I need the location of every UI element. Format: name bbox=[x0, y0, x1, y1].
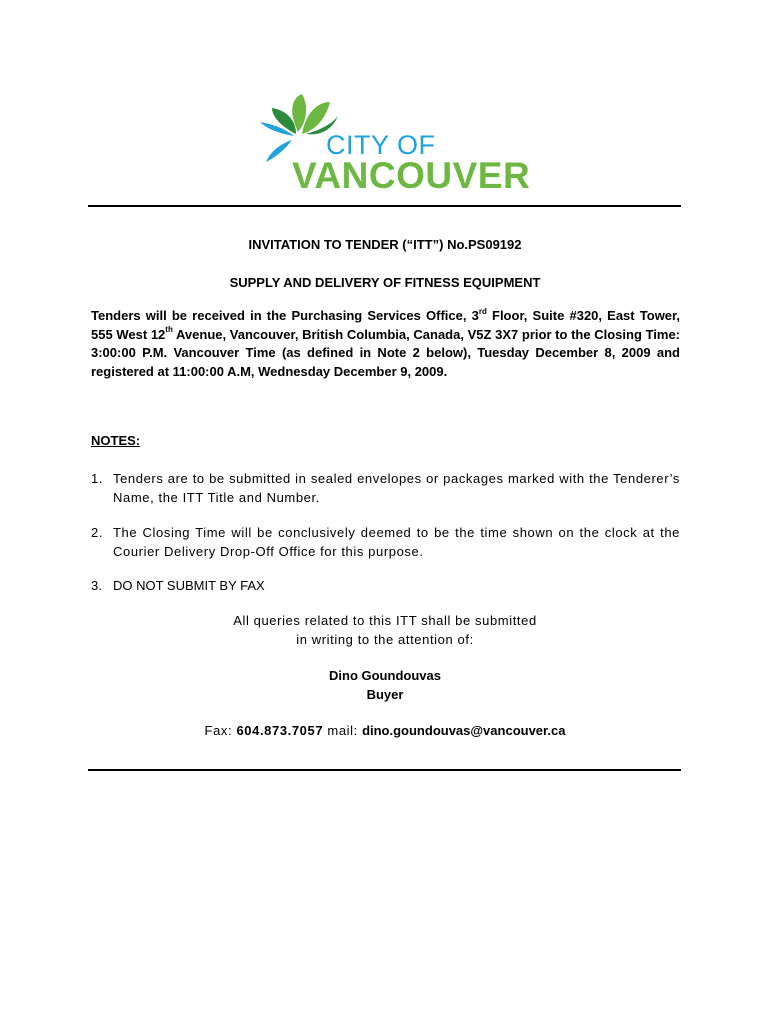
document-subtitle: SUPPLY AND DELIVERY OF FITNESS EQUIPMENT bbox=[229, 275, 541, 290]
top-divider bbox=[88, 205, 681, 207]
note-item: 2. The Closing Time will be conclusively deemed to be the time shown on the clock at the Courier Delivery Drop-Off Office for this purpose. bbox=[91, 525, 680, 559]
contact-role: Buyer bbox=[366, 687, 404, 702]
queries-line-1: All queries related to this ITT shall be submitted bbox=[233, 613, 537, 628]
email-link[interactable]: dino.goundouvas@vancouver.ca bbox=[362, 723, 566, 738]
logo-vancouver: VANCOUVER bbox=[292, 155, 531, 196]
intro-paragraph: Tenders will be received in the Purchasing Services Office, 3rd Floor, Suite #320, East Tower, 555 West 12th Avenue, Vancouver, British Columbia, Canada, V5Z 3X7 prior to the Closing Time: 3:00:00 P.M. Vancouver Time (as defined in Note 2 below), Tuesday December 8, 2009 and registered at 11:00:00 A.M, Wednesday December 9, 2009. bbox=[91, 306, 681, 379]
note-item: 1. Tenders are to be submitted in sealed envelopes or packages marked with the Tenderer’s Name, the ITT Title and Number. bbox=[91, 471, 680, 505]
logo-city-of: CITY OF bbox=[326, 130, 436, 160]
mail-label: mail: bbox=[323, 723, 363, 738]
queries-line-2: in writing to the attention of: bbox=[296, 632, 474, 647]
note-item: 3. DO NOT SUBMIT BY FAX bbox=[91, 578, 265, 593]
city-of-vancouver-logo bbox=[258, 90, 531, 198]
contact-line bbox=[0, 723, 770, 738]
notes-heading: NOTES: bbox=[91, 433, 141, 448]
fax-label: Fax: bbox=[204, 723, 237, 738]
bottom-divider bbox=[88, 769, 681, 771]
document-title: INVITATION TO TENDER (“ITT”) No.PS09192 bbox=[248, 237, 522, 252]
contact-name: Dino Goundouvas bbox=[329, 668, 441, 683]
fax-number: 604.873.7057 bbox=[236, 723, 324, 738]
